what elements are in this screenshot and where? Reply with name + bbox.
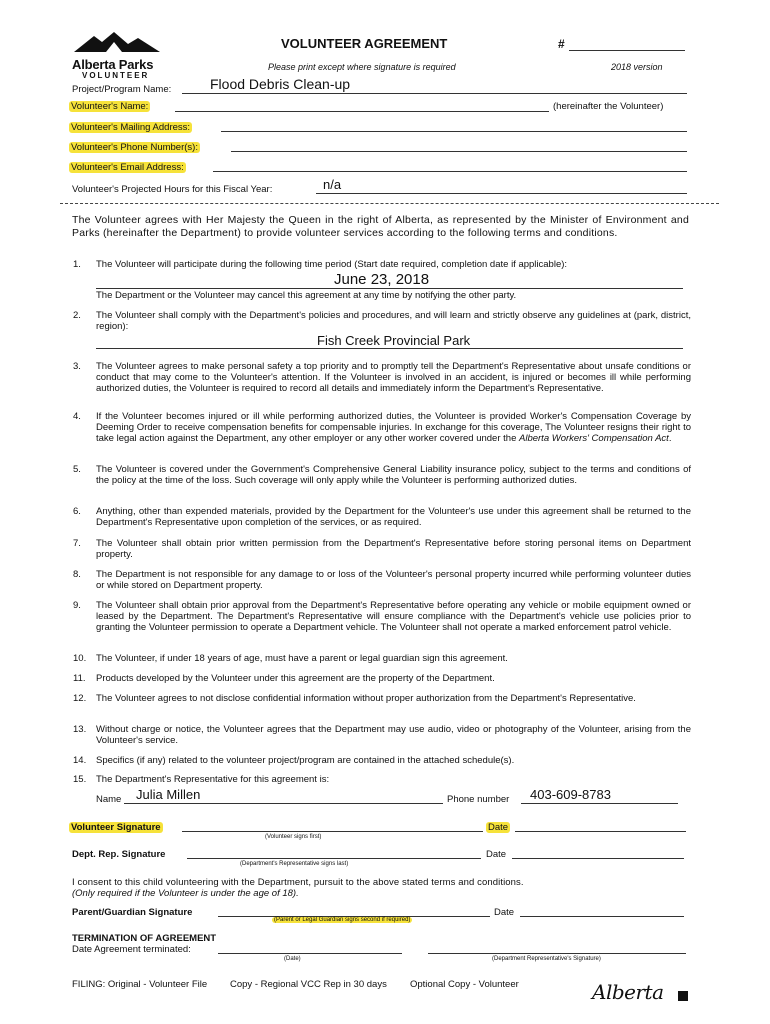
clause-1-note: The Department or the Volunteer may cancel this agreement at any time by notifying the other party. (96, 290, 517, 301)
clause-number: 5. (73, 464, 81, 475)
termination-date-note: (Date) (284, 956, 301, 962)
clause-text: The Department is not responsible for any damage to or loss of the Volunteer's personal property incurred while performing volunteer duties or while stored on Department property. (96, 569, 691, 592)
clause-number: 8. (73, 569, 81, 580)
clause-8 (73, 569, 691, 591)
flag-icon (678, 991, 688, 1001)
filing-copy-regional: Copy - Regional VCC Rep in 30 days (230, 979, 387, 990)
volunteer-signature-note: (Volunteer signs first) (265, 834, 322, 840)
clause-text: The Volunteer, if under 18 years of age, must have a parent or legal guardian sign this agreement. (96, 653, 508, 664)
dept-rep-signature-label: Dept. Rep. Signature (72, 849, 166, 860)
clause-number: 7. (73, 538, 81, 549)
document-title: VOLUNTEER AGREEMENT (281, 36, 448, 51)
volunteer-date-label: Date (488, 822, 509, 833)
rep-name-label: Name (96, 794, 122, 805)
clause-15 (73, 774, 691, 785)
clause-number: 10. (73, 653, 87, 664)
dept-rep-date-field[interactable] (512, 858, 684, 859)
clause-number: 3. (73, 361, 81, 372)
logo-subtext: VOLUNTEER (82, 71, 150, 80)
clause-number: 13. (73, 724, 87, 735)
clause-number: 15. (73, 774, 87, 785)
projected-hours-field[interactable] (316, 193, 687, 194)
rep-phone-field[interactable] (521, 803, 678, 804)
act-name: Alberta Workers' Compensation Act (519, 433, 669, 445)
phone-number-label: Volunteer's Phone Number(s): (71, 142, 198, 153)
project-name-field[interactable] (182, 93, 687, 94)
clause-text: The Department's Representative for this agreement is: (96, 774, 330, 785)
mailing-address-field[interactable] (221, 131, 687, 132)
clause-3 (73, 361, 691, 395)
parent-signature-label: Parent/Guardian Signature (72, 907, 193, 918)
termination-rep-signature-field[interactable] (428, 953, 686, 954)
time-period-field[interactable] (96, 288, 683, 289)
clause-text: The Volunteer shall comply with the Department's policies and procedures, and will learn and strictly observe any guidelines at (park, district, region): (96, 310, 691, 333)
clause-end: . (668, 433, 672, 445)
termination-date-field[interactable] (218, 953, 402, 954)
time-period-value: June 23, 2018 (334, 271, 430, 288)
clause-number: 11. (73, 673, 86, 684)
termination-rep-signature-note: (Department Representative's Signature) (492, 956, 601, 962)
clause-text: The Volunteer agrees to not disclose confidential information without proper authorization from the Department's Representative. (96, 693, 636, 704)
header-subtitle: Please print except where signature is required (268, 62, 456, 72)
clause-4 (73, 411, 691, 445)
clause-5 (73, 464, 691, 486)
park-location-value: Fish Creek Provincial Park (317, 333, 471, 348)
projected-hours-value: n/a (323, 177, 342, 192)
dept-rep-signature-note: (Department's Representative signs last) (240, 861, 349, 867)
email-address-label: Volunteer's Email Address: (71, 162, 184, 173)
rep-name-field[interactable] (124, 803, 443, 804)
clause-number: 9. (73, 600, 81, 611)
volunteer-name-suffix: (hereinafter the Volunteer) (553, 101, 664, 112)
volunteer-name-field[interactable] (175, 111, 549, 112)
clause-text: The Volunteer agrees to make personal safety a top priority and to promptly tell the Department's Representative about unsafe conditions or conduct that may come to the Volunteer's attention. If the Volunteer is involved in an accident, is injured or becomes ill while performing authorized duties, the Volunteer is required to record all details and immediately inform the Department's Representative. (96, 361, 691, 395)
project-name-value: Flood Debris Clean-up (210, 76, 351, 92)
clause-number: 14. (73, 755, 87, 766)
parent-signature-note: (Parent or Legal Guardian signs second if required) (274, 917, 411, 923)
park-location-field[interactable] (96, 348, 683, 349)
clause-number: 6. (73, 506, 81, 517)
clause-text: Products developed by the Volunteer under this agreement are the property of the Department. (96, 673, 495, 684)
clause-13 (73, 724, 691, 746)
mountain-icon (72, 30, 162, 54)
clause-9 (73, 600, 691, 634)
clause-14 (73, 755, 691, 766)
agreement-number-field[interactable] (569, 50, 685, 51)
termination-title: TERMINATION OF AGREEMENT (72, 933, 217, 944)
rep-phone-value: 403-609-8783 (530, 787, 611, 802)
clause-text: Specifics (if any) related to the volunteer project/program are contained in the attached schedule(s). (96, 755, 515, 766)
volunteer-signature-field[interactable] (182, 831, 483, 832)
intro-paragraph: The Volunteer agrees with Her Majesty the Queen in the right of Alberta, as represented by the Minister of Environment and Parks (hereinafter the Department) to provide volunteer services according to the following terms and conditions. (72, 214, 689, 239)
parent-date-label: Date (494, 907, 515, 918)
clause-12 (73, 693, 691, 704)
clause-11 (73, 673, 691, 684)
clause-text: If the Volunteer becomes injured or ill while performing authorized duties, the Volunteer is provided Worker's Compensation Coverage by Deeming Order to receive compensation benefits for compensable injuries. In exchange for this coverage, The Volunteer resigns their right to take legal action against the Department, any other employer or any other worker covered under the (96, 411, 691, 445)
dept-rep-date-label: Date (486, 849, 507, 860)
parent-date-field[interactable] (520, 916, 684, 917)
email-address-field[interactable] (213, 171, 687, 172)
clause-text: The Volunteer shall obtain prior approval from the Department's Representative before operating any vehicle or mobile equipment owned or leased by the Department. The Department's Representative will ensure compliance with the Department's vehicle use policies prior to granting the Volunteer permission to operate a Department vehicle. The Volunteer shall not operate a marked enforcement patrol vehicle. (96, 600, 691, 634)
clause-number: 1. (73, 259, 81, 270)
project-name-label: Project/Program Name: (72, 84, 172, 95)
clause-7 (73, 538, 691, 560)
clause-number: 12. (73, 693, 87, 704)
volunteer-date-field[interactable] (515, 831, 686, 832)
alberta-parks-logo (72, 30, 162, 78)
version-label: 2018 version (611, 62, 663, 72)
clause-1 (73, 259, 691, 270)
clause-text: Anything, other than expended materials, provided by the Department for the Volunteer's use under this agreement shall be returned to the Department's Representative upon completion of the services, or as required. (96, 506, 691, 529)
filing-original: FILING: Original - Volunteer File (72, 979, 208, 990)
projected-hours-label: Volunteer's Projected Hours for this Fiscal Year: (72, 184, 273, 195)
alberta-logo: Alberta (592, 980, 664, 1004)
logo-text: Alberta Parks (72, 57, 154, 72)
section-divider (60, 203, 719, 204)
agreement-number-label: # (558, 37, 565, 51)
mailing-address-label: Volunteer's Mailing Address: (71, 122, 191, 133)
dept-rep-signature-field[interactable] (187, 858, 481, 859)
clause-text: The Volunteer is covered under the Government's Comprehensive General Liability insurance policy, subject to the terms and conditions of the policy at the time of the loss. Such coverage will only apply while the Volunteer is performing authorized duties. (96, 464, 691, 487)
clause-2 (73, 310, 691, 332)
clause-number: 4. (73, 411, 81, 422)
clause-6 (73, 506, 691, 528)
clause-number: 2. (73, 310, 81, 321)
filing-copy-optional: Optional Copy - Volunteer (410, 979, 519, 990)
clause-text: The Volunteer will participate during the following time period (Start date required, completion date if applicable): (96, 259, 568, 270)
volunteer-name-label: Volunteer's Name: (71, 101, 149, 112)
clause-text: Without charge or notice, the Volunteer agrees that the Department may use audio, video or photography of the Volunteer, arising from the Volunteer's service. (96, 724, 691, 747)
termination-date-label: Date Agreement terminated: (72, 944, 191, 955)
clause-text: The Volunteer shall obtain prior written permission from the Department's Representative before storing personal items on Department property. (96, 538, 691, 561)
consent-note: (Only required if the Volunteer is under the age of 18). (72, 888, 299, 899)
rep-phone-label: Phone number (447, 794, 510, 805)
clause-10 (73, 653, 691, 664)
volunteer-signature-label: Volunteer Signature (71, 822, 161, 833)
rep-name-value: Julia Millen (136, 787, 201, 802)
phone-number-field[interactable] (231, 151, 687, 152)
consent-text: I consent to this child volunteering with the Department, pursuit to the above stated terms and conditions. (72, 877, 524, 888)
